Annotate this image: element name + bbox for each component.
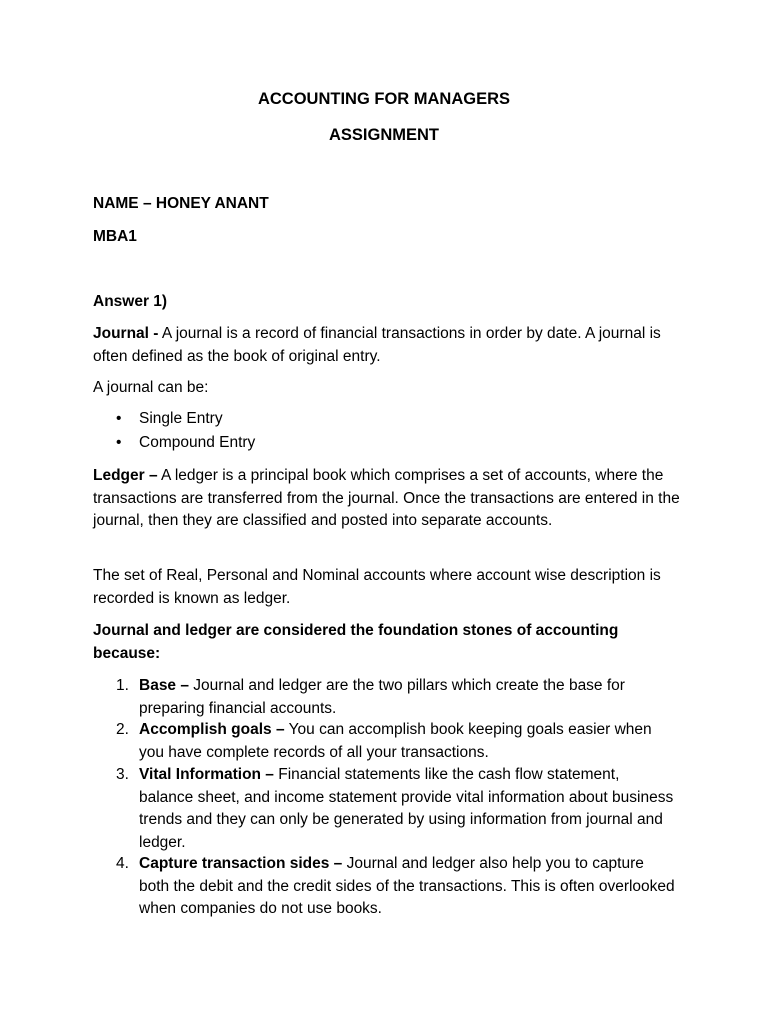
reason-term: Accomplish goals – [139, 721, 285, 738]
reason-text: Journal and ledger also help you to capture both the debit and the credit sides of the transactions. This is often overlooked when companies do not use books. [139, 855, 675, 917]
list-number: 3. [116, 766, 129, 783]
reason-text: Financial statements like the cash flow statement, balance sheet, and income statement provide vital information about business trends and they can only be generated by using information from journal and ledger. [139, 766, 674, 851]
list-item [116, 675, 676, 720]
student-name: NAME – HONEY ANANT [93, 195, 269, 212]
ledger-text: A ledger is a principal book which comprises a set of accounts, where the transactions are transferred from the journal. Once the transactions are entered in the journal, then they are classified and posted into separate accounts. [93, 467, 680, 529]
list-number: 4. [116, 855, 129, 872]
ledger-set-paragraph: The set of Real, Personal and Nominal accounts where account wise description is recorded is known as ledger. [93, 567, 661, 607]
reason-term: Vital Information – [139, 766, 274, 783]
list-item [116, 764, 676, 854]
journal-definition [93, 323, 683, 368]
foundation-heading: Journal and ledger are considered the foundation stones of accounting because: [93, 622, 619, 662]
ledger-term: Ledger – [93, 467, 158, 484]
list-item [116, 853, 676, 921]
bullet-icon: • [116, 434, 122, 451]
reason-term: Capture transaction sides – [139, 855, 343, 872]
reason-text: Journal and ledger are the two pillars which create the base for preparing financial accounts. [139, 677, 625, 717]
list-number: 1. [116, 677, 129, 694]
list-item [116, 434, 255, 452]
bullet-icon: • [116, 410, 122, 427]
list-item-text: Compound Entry [139, 434, 256, 451]
document-subtitle: ASSIGNMENT [328, 126, 439, 144]
list-item [116, 719, 676, 764]
journal-text: A journal is a record of financial transactions in order by date. A journal is often defined as the book of original entry. [93, 325, 661, 365]
ledger-definition [93, 465, 683, 533]
list-item-text: Single Entry [139, 410, 223, 427]
reason-text: You can accomplish book keeping goals easier when you have complete records of all your transactions. [139, 721, 652, 761]
document-title: ACCOUNTING FOR MANAGERS [257, 90, 511, 108]
journal-can-be: A journal can be: [93, 379, 209, 396]
list-number: 2. [116, 721, 129, 738]
student-class: MBA1 [93, 228, 137, 245]
reason-term: Base – [139, 677, 189, 694]
list-item [116, 410, 223, 428]
answer-heading: Answer 1) [93, 293, 168, 310]
journal-term: Journal - [93, 325, 159, 342]
